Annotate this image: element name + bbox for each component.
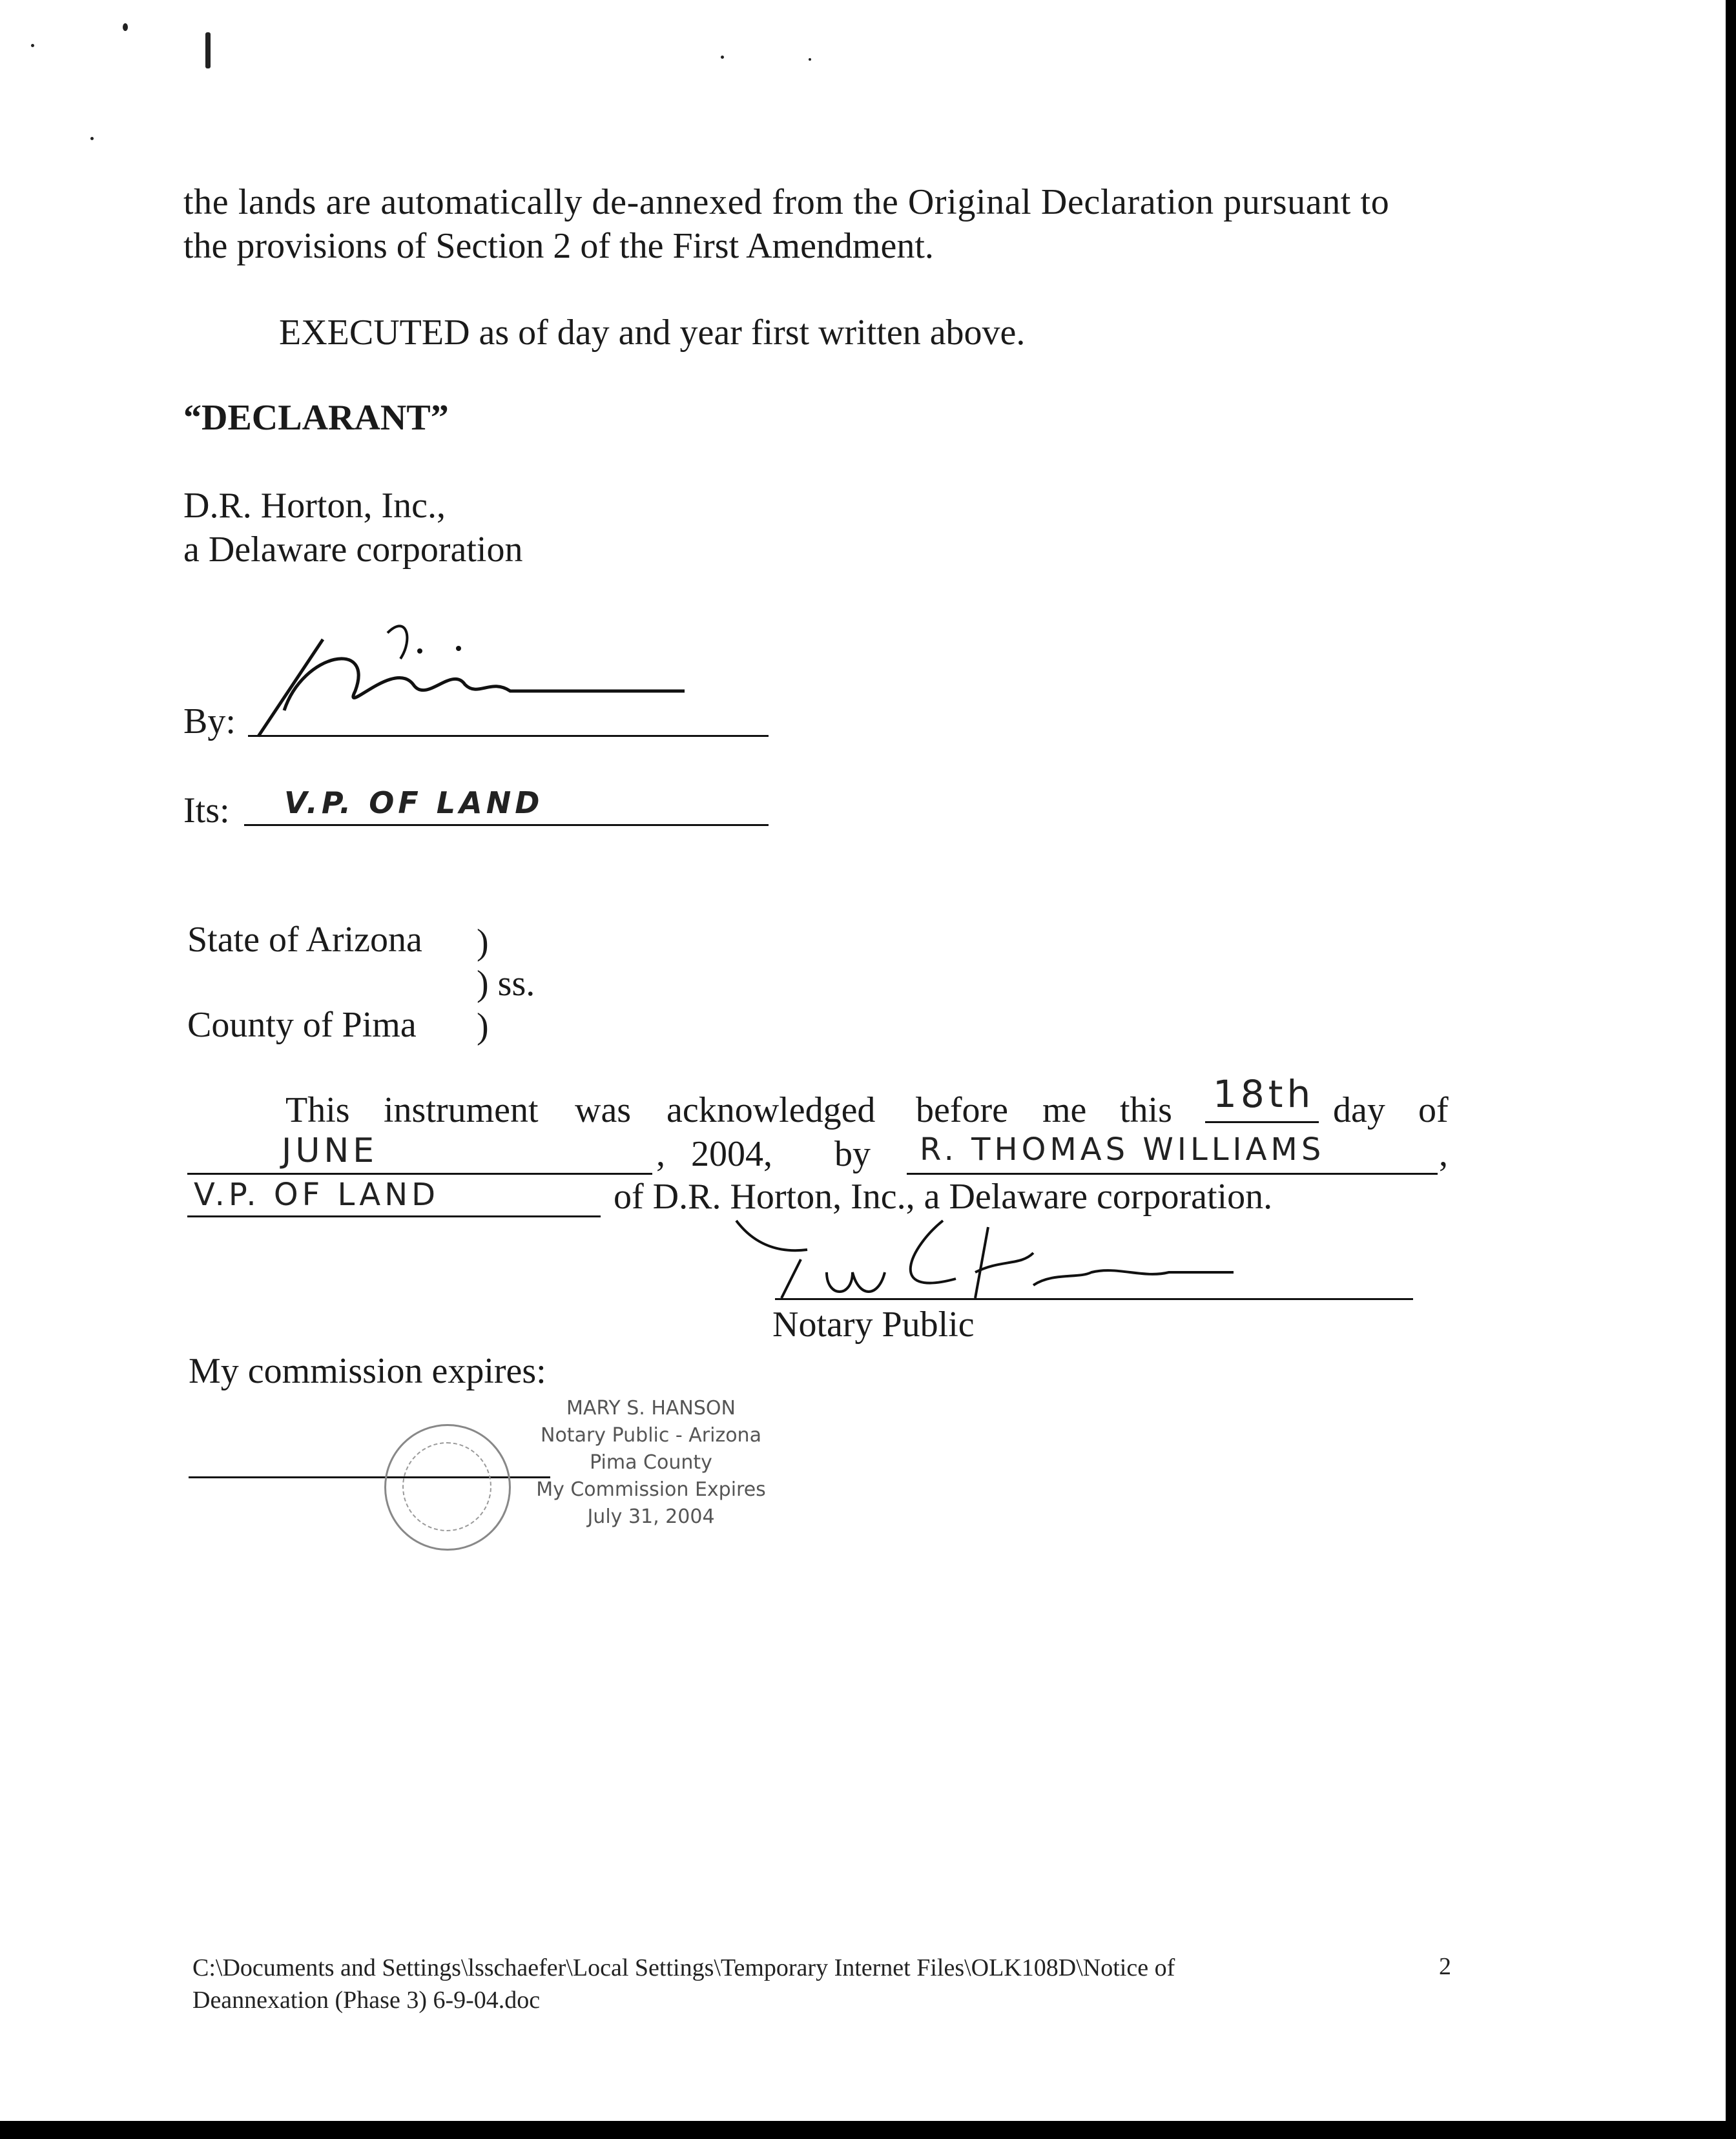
- ack-word: before: [916, 1090, 1009, 1130]
- signature-line: [248, 735, 769, 737]
- county-label: County of Pima: [187, 1005, 417, 1045]
- stamp-expires-date: July 31, 2004: [587, 1505, 715, 1528]
- scan-speck: [809, 58, 811, 61]
- its-line: [244, 824, 769, 826]
- stamp-county: Pima County: [590, 1451, 712, 1474]
- day-line: [1205, 1121, 1319, 1123]
- ack-word: day: [1333, 1090, 1385, 1130]
- scan-speck: [721, 56, 724, 59]
- scan-border: [1726, 0, 1736, 2139]
- scan-border: [0, 2121, 1736, 2139]
- month-line: [187, 1173, 652, 1175]
- ack-comma: ,: [1439, 1134, 1448, 1174]
- its-handwritten-value: V.P. OF LAND: [284, 785, 544, 820]
- scan-speck: [90, 137, 94, 140]
- paragraph-line: the lands are automatically de-annexed from the Original Declaration pursuant to: [183, 182, 1390, 222]
- name-handwritten-value: R. THOMAS WILLIAMS: [920, 1132, 1325, 1168]
- ack-word: was: [575, 1090, 632, 1130]
- day-handwritten-value: 18th: [1213, 1072, 1315, 1116]
- by-label: By:: [183, 701, 236, 741]
- stamp-name: MARY S. HANSON: [566, 1397, 736, 1420]
- footer-file-path: C:\Documents and Settings\lsschaefer\Local Settings\Temporary Internet Files\OLK108D\Notice of: [192, 1954, 1175, 1981]
- paragraph-line: the provisions of Section 2 of the First Amendment.: [183, 226, 934, 266]
- scan-speck: [31, 44, 34, 47]
- venue-paren: ): [477, 922, 489, 962]
- notary-signature: [730, 1208, 1246, 1305]
- stamp-title: Notary Public - Arizona: [541, 1424, 761, 1447]
- scan-speck: [123, 23, 128, 31]
- page-number: 2: [1439, 1953, 1451, 1980]
- declarant-signature: [245, 614, 698, 743]
- company-name: D.R. Horton, Inc.,: [183, 486, 446, 526]
- footer-file-path: Deannexation (Phase 3) 6-9-04.doc: [192, 1987, 541, 2014]
- commission-label: My commission expires:: [189, 1351, 546, 1391]
- its-label: Its:: [183, 790, 230, 831]
- ack-year: , 2004,: [656, 1134, 772, 1174]
- ack-by: by: [834, 1134, 871, 1174]
- company-type: a Delaware corporation: [183, 530, 523, 570]
- month-handwritten-value: JUNE: [282, 1132, 378, 1170]
- title-handwritten-value: V.P. OF LAND: [194, 1177, 440, 1213]
- venue-ss: ) ss.: [477, 964, 535, 1004]
- venue-paren: ): [477, 1006, 489, 1046]
- declarant-heading: “DECLARANT”: [183, 398, 449, 438]
- ack-word: me: [1042, 1090, 1087, 1130]
- notary-stamp: [349, 1369, 814, 1576]
- executed-line: EXECUTED as of day and year first written above.: [279, 313, 1026, 353]
- ack-word: of: [1418, 1090, 1449, 1130]
- state-label: State of Arizona: [187, 920, 422, 960]
- stamp-expires-label: My Commission Expires: [536, 1478, 766, 1501]
- notary-signature-line: [775, 1298, 1413, 1300]
- ack-word: This: [285, 1090, 350, 1130]
- notary-seal-icon: [384, 1424, 511, 1551]
- ack-of-company: of D.R. Horton, Inc., a Delaware corporation.: [614, 1177, 1273, 1217]
- scan-speck: [205, 32, 211, 68]
- ack-word: instrument: [384, 1090, 539, 1130]
- stamp-text: [515, 1395, 787, 1531]
- name-line: [907, 1173, 1438, 1175]
- ack-word: this: [1120, 1090, 1172, 1130]
- notary-public-label: Notary Public: [772, 1305, 975, 1345]
- title-line: [187, 1215, 601, 1217]
- ack-word: acknowledged: [666, 1090, 876, 1130]
